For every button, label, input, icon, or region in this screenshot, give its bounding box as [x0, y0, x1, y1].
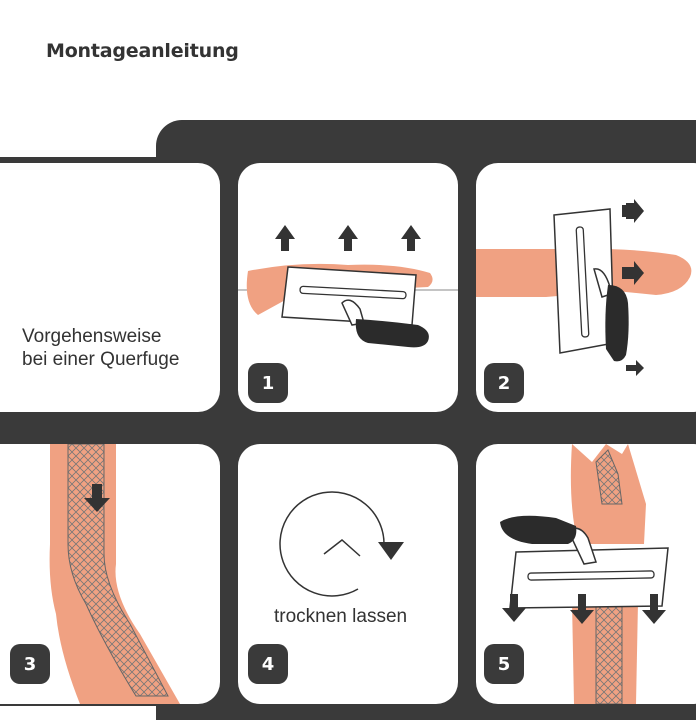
- step-1-panel: [238, 163, 458, 412]
- intro-text: [22, 325, 179, 371]
- mesh-tape-bottom: [596, 602, 622, 704]
- step-5-panel: [476, 444, 696, 704]
- page-title: Montageanleitung: [46, 40, 239, 62]
- step-4-panel: [238, 444, 458, 704]
- step-1-badge: 1: [248, 363, 288, 403]
- rotate-clockwise-icon: [280, 492, 404, 596]
- step-5-badge: 5: [484, 644, 524, 684]
- step-2-badge: 2: [484, 363, 524, 403]
- arrow-up-icon: [275, 225, 421, 251]
- intro-panel: [0, 163, 220, 412]
- step-2-panel: [476, 163, 696, 412]
- step-3-panel: [0, 444, 220, 704]
- step-3-badge: 3: [10, 644, 50, 684]
- intro-line-1: Vorgehensweise: [22, 326, 162, 347]
- dry-caption: trocknen lassen: [274, 606, 408, 627]
- trowel-icon: [282, 267, 429, 347]
- step-4-badge: 4: [248, 644, 288, 684]
- intro-line-2: bei einer Querfuge: [22, 349, 180, 370]
